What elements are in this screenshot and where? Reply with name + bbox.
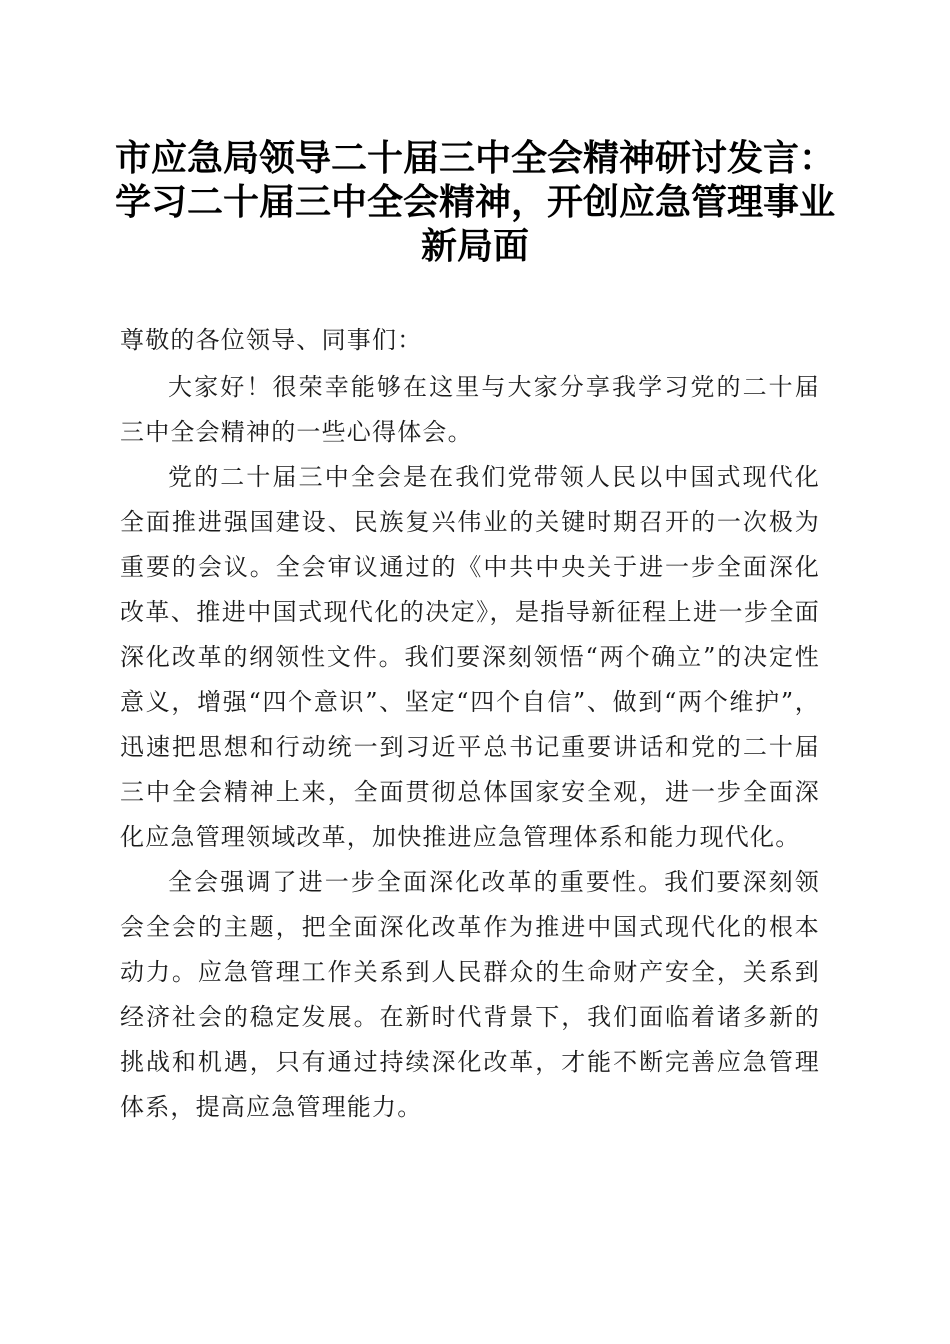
document-body (120, 318, 820, 1130)
salutation: 尊敬的各位领导、同事们： (120, 326, 423, 354)
paragraph-2: 党的二十届三中全会是在我们党带领人民以中国式现代化全面推进强国建设、民族复兴伟业的关键时期召开的一次极为重要的会议。全会审议通过的《中共中央关于进一步全面深化改革、推进中国式现代化的决定》，是指导新征程上进一步全面深化改革的纲领性文件。我们要深刻领悟“两个确立”的决定性意义，增强“四个意识”、坚定“四个自信”、做到“两个维护”，迅速把思想和行动统一到习近平总书记重要讲话和党的二十届三中全会精神上来，全面贯彻总体国家安全观，进一步全面深化应急管理领域改革，加快推进应急管理体系和能力现代化。 (120, 463, 820, 851)
title-line-1: 市应急局领导二十届三中全会精神研讨发言： (114, 137, 835, 179)
title-line-2: 学习二十届三中全会精神，开创应急管理事业 (114, 181, 835, 223)
paragraph-1: 大家好！很荣幸能够在这里与大家分享我学习党的二十届三中全会精神的一些心得体会。 (120, 373, 820, 446)
title-line-3: 新局面 (420, 225, 529, 267)
document-title (110, 136, 840, 268)
paragraph-3: 全会强调了进一步全面深化改革的重要性。我们要深刻领会全会的主题，把全面深化改革作为推进中国式现代化的根本动力。应急管理工作关系到人民群众的生命财产安全，关系到经济社会的稳定发展。在新时代背景下，我们面临着诸多新的挑战和机遇，只有通过持续深化改革，才能不断完善应急管理体系，提高应急管理能力。 (120, 868, 820, 1121)
